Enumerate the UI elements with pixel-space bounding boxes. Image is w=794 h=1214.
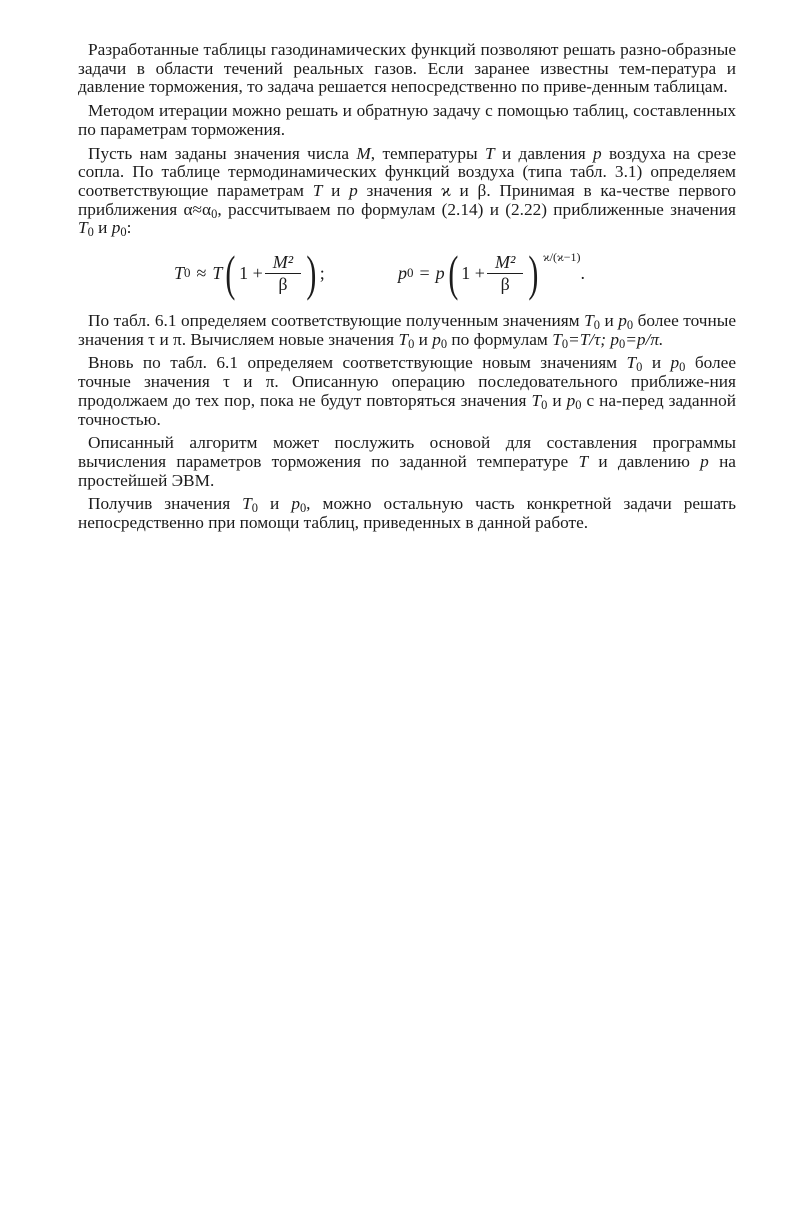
- text-run: Описанный алгоритм может послужить основой для составления программы вычисления параметров торможения по заданной температуре: [78, 433, 736, 471]
- text-run: , можно остальную часть конкретной задачи решать непосредственно при помощи таблиц, приведенных в данной работе.: [78, 494, 736, 533]
- approx-sign: ≈: [196, 262, 207, 283]
- text-run: и: [258, 494, 292, 514]
- var-stagnation-temperature: T: [242, 494, 252, 514]
- text-run: более точные значения τ и π. Вычисляем новые значения: [78, 311, 736, 349]
- separator: ;: [319, 262, 325, 283]
- text-run: с на-перед заданной точностью.: [78, 390, 736, 429]
- text-run: и: [599, 311, 619, 331]
- fraction: [487, 253, 523, 293]
- formula-stagnation-pressure: p 0 = p ( 1 + $\frac{\text{M²}}{\beta}$ ) ϰ/(ϰ−1) .: [398, 245, 586, 302]
- inline-formula: =p/π.: [625, 329, 664, 349]
- subscript: 0: [211, 206, 218, 221]
- paragraph-6: [78, 434, 736, 490]
- document-body: [78, 41, 736, 538]
- var-temperature: T: [578, 451, 589, 471]
- subscript: 0: [679, 360, 686, 375]
- var-stagnation-temperature: T: [584, 311, 594, 331]
- subscript: 0: [120, 225, 127, 240]
- subscript: 0: [440, 336, 448, 351]
- var-stagnation-pressure: p: [618, 311, 627, 331]
- formula-var: T: [212, 262, 223, 283]
- formula-var: p: [398, 262, 407, 283]
- paragraph-4: [78, 312, 736, 349]
- open-paren: (: [447, 245, 458, 302]
- subscript: 0: [619, 336, 626, 351]
- text-run: Вновь по табл. 6.1 определяем соответствующие новым значениям: [88, 353, 627, 373]
- text-run: более точные значения τ и π. Описанную операцию последовательного приближе-ния продолжаем до тех пор, пока не будут повторяться значения: [78, 353, 736, 410]
- subscript: 0: [561, 336, 569, 351]
- equals-sign: =: [419, 262, 430, 283]
- var-stagnation-pressure: p: [566, 390, 576, 410]
- text-run: и: [547, 390, 567, 410]
- text-run: и давлению: [588, 451, 701, 471]
- text-run: и: [322, 180, 350, 200]
- subscript: 0: [408, 336, 415, 351]
- var-temperature: T: [312, 180, 323, 200]
- var-pressure: p: [593, 143, 602, 163]
- paragraph-2: Методом итерации можно решать и обратную задачу с помощью таблиц, составленных по параметрам торможения.: [78, 101, 736, 139]
- exponent: ϰ/(ϰ−1): [543, 249, 581, 264]
- text-run: По табл. 6.1 определяем соответствующие полученным значениям: [88, 311, 585, 331]
- fraction: [265, 253, 301, 293]
- subscript: 0: [299, 501, 307, 516]
- text-run: Пусть нам заданы значения числа: [88, 143, 357, 163]
- subscript: 0: [593, 318, 600, 333]
- text-run: воздуха на срезе сопла. По таблице термодинамических функций воздуха (типа табл. 3.1) определяем соответствующие параметрам: [78, 143, 737, 200]
- subscript: 0: [87, 225, 94, 240]
- var-stagnation-pressure: p: [111, 218, 121, 238]
- var-temperature: T: [484, 143, 495, 163]
- text-run: , рассчитываем по формулам (2.14) и (2.22) приближенные значения: [217, 199, 736, 219]
- var-stagnation-temperature: T: [78, 218, 88, 238]
- subscript: 0: [626, 318, 634, 333]
- paragraph-3: [78, 145, 736, 239]
- formula-var: p: [610, 329, 620, 349]
- open-paren: (: [225, 245, 236, 302]
- text-run: и давления: [494, 143, 594, 163]
- text-run: и: [642, 353, 671, 373]
- paragraph-5: [78, 354, 736, 429]
- inline-formula: =T/τ;: [568, 329, 611, 349]
- var-stagnation-temperature: T: [531, 390, 542, 410]
- var-stagnation-pressure: p: [670, 353, 680, 373]
- subscript: 0: [541, 397, 548, 412]
- var-pressure: p: [349, 180, 358, 200]
- text-run: и: [93, 218, 112, 238]
- subscript: 0: [575, 397, 582, 412]
- subscript: 0: [636, 360, 643, 375]
- var-pressure: p: [700, 451, 709, 471]
- text-run: :: [126, 218, 132, 238]
- numerator: M²: [487, 253, 523, 274]
- text-run: и: [414, 329, 433, 349]
- denominator: β: [278, 273, 288, 294]
- close-paren: ): [528, 245, 539, 302]
- var-mach: M: [356, 143, 371, 163]
- formula-term: 1 +: [461, 262, 485, 283]
- formula-var: T: [552, 329, 562, 349]
- text-run: по формулам: [447, 329, 553, 349]
- subscript: 0: [251, 501, 259, 516]
- text-run: на простейшей ЭВМ.: [78, 451, 736, 490]
- var-stagnation-temperature: T: [398, 329, 409, 349]
- text-run: , температуры: [370, 143, 485, 163]
- paragraph-1: Разработанные таблицы газодинамических функций позволяют решать разно-образные задачи в области течений реальных газов. Если заранее известны тем-пература и давление торможения, то задача решается непосредственно по приве-денным таблицам.: [78, 40, 736, 97]
- formula-var: T: [174, 262, 185, 283]
- var-stagnation-pressure: p: [291, 494, 300, 514]
- display-formula: [78, 243, 736, 303]
- formula-term: 1 +: [239, 262, 263, 283]
- denominator: β: [500, 273, 510, 294]
- period: .: [580, 262, 586, 283]
- formula-var: p: [435, 262, 445, 283]
- text-run: Получив значения: [88, 494, 243, 514]
- var-stagnation-pressure: p: [432, 329, 441, 349]
- text-run: значения ϰ и β. Принимая в ка-честве первого приближения α≈α: [78, 180, 736, 219]
- formula-stagnation-temperature: T 0 ≈ T ( 1 + $\frac{\text{M²}}{\beta}$ ) ;: [174, 245, 325, 302]
- var-stagnation-temperature: T: [626, 353, 637, 373]
- close-paren: ): [306, 245, 317, 302]
- numerator: M²: [265, 253, 301, 274]
- paragraph-7: [78, 495, 736, 532]
